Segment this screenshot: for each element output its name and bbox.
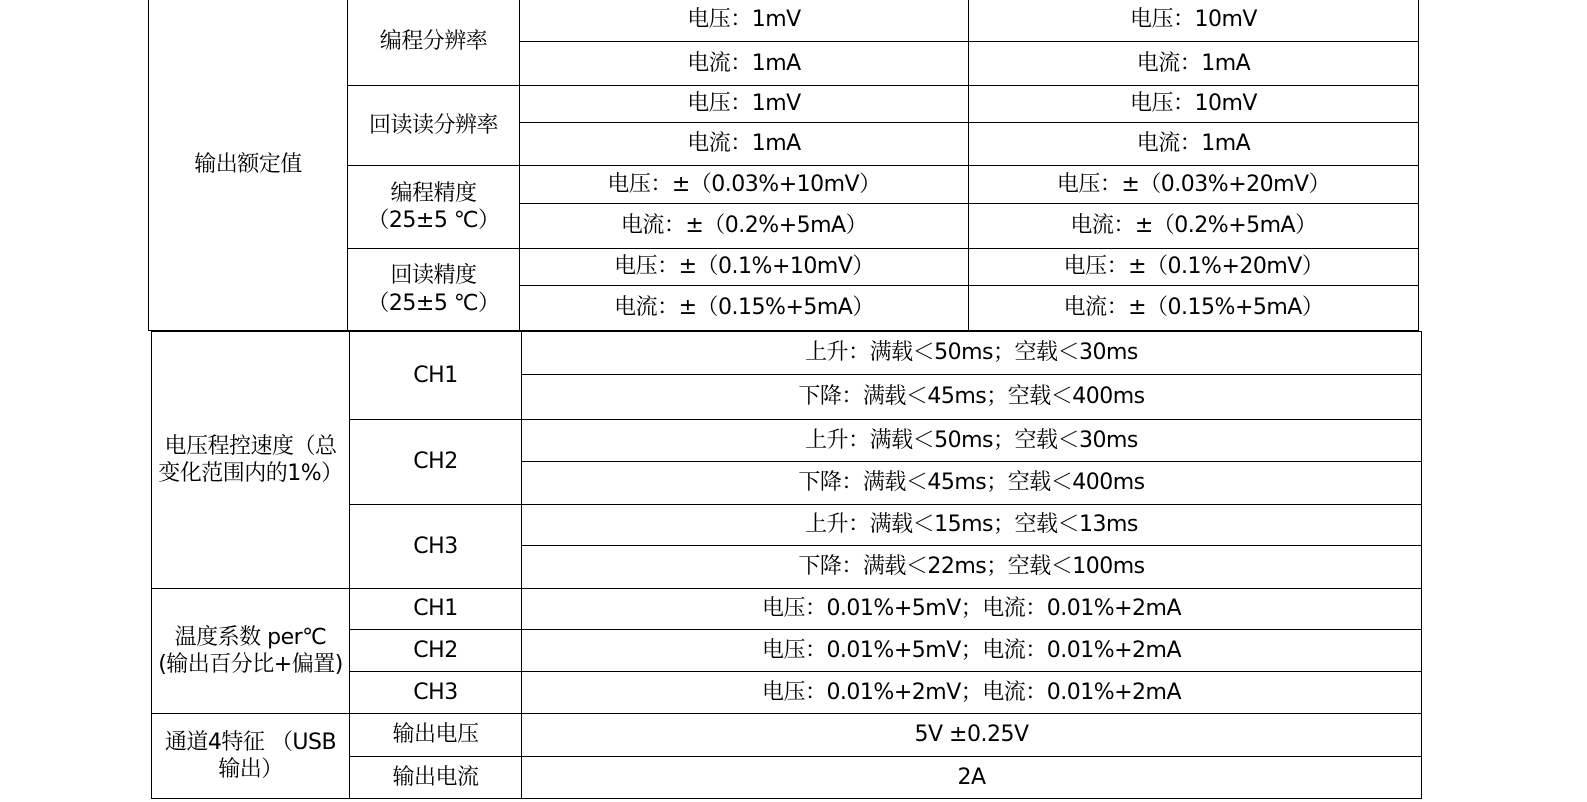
channel-label: CH1 [350,589,522,630]
cell-value: 电流：1mA [520,42,969,86]
cell-value: 电压：1mV [520,86,969,123]
cell-value: 5V ±0.25V [522,714,1422,757]
channel4-group-label: 通道4特征 （USB输出） [152,714,350,799]
cell-value: 电流：±（0.15%+5mA） [969,286,1419,331]
cell-value: 电压：0.01%+2mV；电流：0.01%+2mA [522,672,1422,714]
cell-value: 电流：1mA [969,42,1419,86]
temp-coeff-label-line1: 温度系数 per℃ [174,624,327,650]
cell-value: 电压：±（0.03%+10mV） [520,166,969,204]
channel-label: CH1 [350,332,522,420]
readback-resolution-label: 回读读分辨率 [348,86,520,166]
programming-accuracy-label: 编程精度 （25±5 ℃） [348,166,520,249]
cell-value: 电压：±（0.1%+10mV） [520,249,969,286]
output-current-label: 输出电流 [350,757,522,799]
cell-value: 上升：满载＜50ms；空载＜30ms [522,420,1422,462]
channel-label: CH3 [350,505,522,589]
cell-value: 电流：±（0.15%+5mA） [520,286,969,331]
output-rating-group-label: 输出额定值 [149,0,348,331]
channel-label: CH2 [350,630,522,672]
cell-value: 电压：0.01%+5mV；电流：0.01%+2mA [522,589,1422,630]
output-voltage-label: 输出电压 [350,714,522,757]
cell-value: 上升：满载＜50ms；空载＜30ms [522,332,1422,375]
cell-value: 电流：1mA [969,123,1419,166]
cell-value: 电流：±（0.2%+5mA） [969,204,1419,249]
cell-value: 电流：1mA [520,123,969,166]
cell-value: 下降：满载＜22ms；空载＜100ms [522,546,1422,589]
cell-value: 下降：满载＜45ms；空载＜400ms [522,375,1422,420]
cell-value: 电压：1mV [520,0,969,42]
programming-resolution-label: 编程分辨率 [348,0,520,86]
cell-value: 下降：满载＜45ms；空载＜400ms [522,462,1422,505]
cell-value: 电压：±（0.03%+20mV） [969,166,1419,204]
readback-accuracy-label: 回读精度 （25±5 ℃） [348,249,520,331]
cell-value: 电压：10mV [969,86,1419,123]
cell-value: 2A [522,757,1422,799]
cell-value: 上升：满载＜15ms；空载＜13ms [522,505,1422,546]
output-rating-table [148,0,1419,331]
channel-label: CH2 [350,420,522,505]
temp-coeff-label-line2: (输出百分比+偏置) [158,652,343,677]
cell-value: 电流：±（0.2%+5mA） [520,204,969,249]
channel-spec-table [151,331,1422,799]
cell-value: 电压：±（0.1%+20mV） [969,249,1419,286]
cell-value: 电压：10mV [969,0,1419,42]
channel-label: CH3 [350,672,522,714]
voltage-speed-group-label: 电压程控速度（总变化范围内的1%） [152,332,350,589]
temp-coeff-group-label [152,589,350,714]
cell-value: 电压：0.01%+5mV；电流：0.01%+2mA [522,630,1422,672]
